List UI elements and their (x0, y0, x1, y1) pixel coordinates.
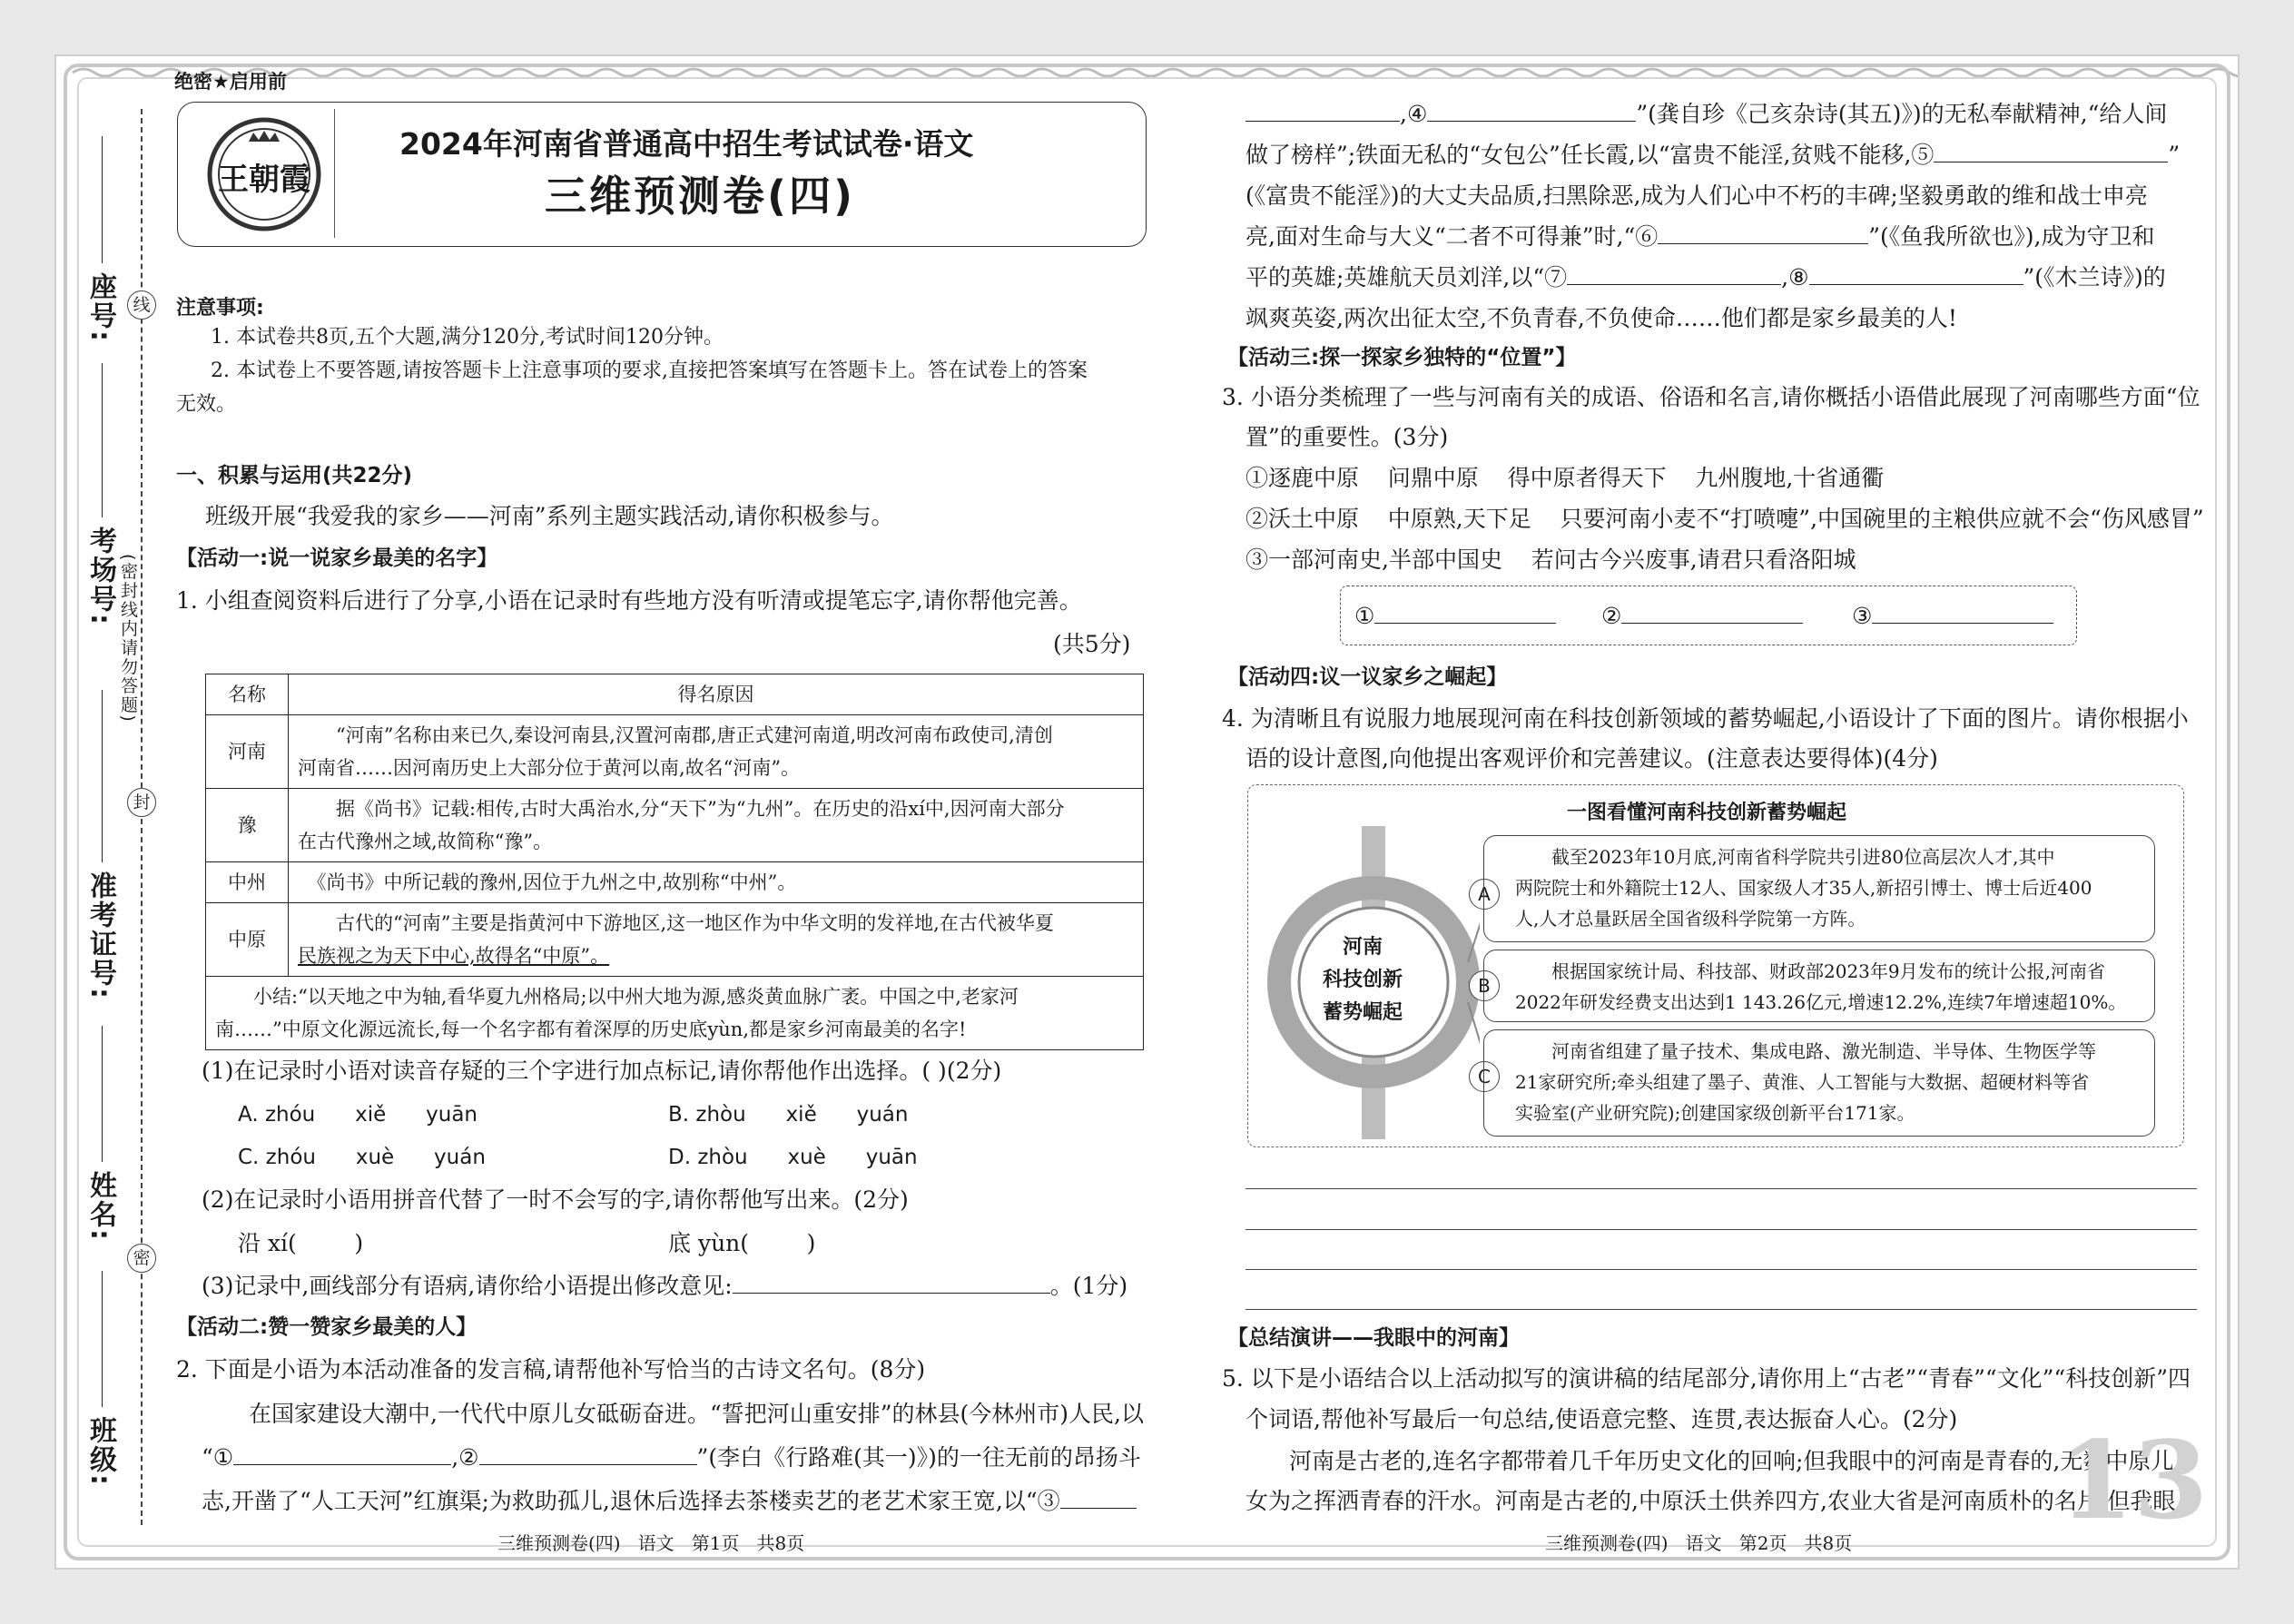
blank-8[interactable] (1809, 259, 2023, 285)
table-row (206, 715, 1144, 789)
option-d[interactable]: D. zhòu xuè yuān (668, 1146, 918, 1169)
table-summary (206, 977, 1144, 1050)
logo-text: 王朝霞 (218, 162, 310, 198)
info-box-a (1483, 835, 2155, 942)
blank-3[interactable] (1060, 1482, 1137, 1509)
row-2-line-a: 据《尚书》记载:相传,古时大禹治水,分“天下”为“九州”。在历史的沿xí中,因河南大部分 (336, 798, 1065, 820)
seal-note: (密封线内请勿答题) (116, 554, 141, 723)
question-5-line-b: 个词语,帮他补写最后一句总结,使语意完整、连贯,表达振奋人心。(2分) (1245, 1406, 1958, 1432)
option-a[interactable]: A. zhóu xiě yuān (238, 1103, 478, 1127)
footer-left: 三维预测卷(四) 语文 第1页 共8页 (497, 1532, 805, 1554)
question-4-line-a: 4. 为清晰且有说服力地展现河南在科技创新领域的蓄势崛起,小语设计了下面的图片。请你根据小 (1222, 705, 2189, 732)
phrases-item-3: ③一部河南史,半部中国史 若问古今兴废事,请君只看洛阳城 (1245, 546, 1856, 573)
speech-end-line-1: 河南是古老的,连名字都带着几千年历史文化的回响;但我眼中的河南是青春的,无数中原儿 (1289, 1448, 2174, 1474)
speech-cont-line-2-tail: ” (2168, 142, 2181, 168)
question-1-3-text: (3)记录中,画线部分有语病,请你给小语提出修改意见: (202, 1273, 733, 1299)
table-cell-reason: 《尚书》中所记载的豫州,因位于九州之中,故别称“中州”。 (289, 862, 1144, 903)
marker-a: A (1469, 879, 1500, 910)
class-field[interactable] (102, 1271, 103, 1407)
q3-answer-3-label: ③ (1852, 603, 1873, 629)
ring-center-line-2: 科技创新 (1323, 969, 1403, 991)
answer-xi[interactable]: 沿 xí( ) (238, 1230, 364, 1256)
speech-line-2-tail: ”(李白《行路难(其一)》)的一往无前的昂扬斗 (696, 1444, 1141, 1471)
seat-field[interactable] (102, 136, 103, 263)
answer-line-4[interactable] (1245, 1309, 2197, 1310)
speech-line-1: 在国家建设大潮中,一代代中原儿女砥砺奋进。“誓把河山重安排”的林县(今林州市)人民,以 (249, 1401, 1144, 1427)
row-1-line-b: 河南省……因河南历史上大部分位于黄河以南,故名“河南”。 (298, 757, 801, 779)
marker-b: B (1469, 970, 1500, 1001)
question-1-3-end: 。(1分) (1049, 1273, 1128, 1299)
blank-label-2: ,② (451, 1444, 479, 1471)
question-1-2: (2)在记录时小语用拼音代替了一时不会写的字,请你帮他写出来。(2分) (202, 1186, 909, 1213)
phrases-item-2: ②沃土中原 中原熟,天下足 只要河南小麦不“打喷嚏”,中国碗里的主粮供应就不会“伤风感冒” (1245, 506, 2204, 532)
speech-end-line-2: 女为之挥洒青春的汗水。河南是古老的,中原沃土供养四方,农业大省是河南质朴的名片;但我眼 (1245, 1488, 2176, 1514)
row-4-line-a: 古代的“河南”主要是指黄河中下游地区,这一地区作为中华文明的发祥地,在古代被华夏 (336, 912, 1054, 934)
summary-line-b: 南……”中原文化源远流长,每一个名字都有着深厚的历史底yùn,都是家乡河南最美的名字! (215, 1019, 967, 1040)
exam-room-label: 考场号: (84, 527, 116, 626)
question-5-line-a: 5. 以下是小语结合以上活动拟写的演讲稿的结尾部分,请你用上“古老”“青春”“文化”“科技创新”四 (1222, 1365, 2191, 1392)
speech-cont-line-5-text: 平的英雄;英雄航天员刘洋,以“⑦ (1245, 264, 1568, 290)
speech-cont-line-1-tail: ”(龚自珍《己亥杂诗(其五)》)的无私奉献精神,“给人间 (1636, 101, 2168, 127)
speech-cont-line-2 (1245, 135, 2180, 175)
row-2-line-b: 在古代豫州之域,故简称“豫”。 (298, 831, 553, 852)
answer-line-2[interactable] (1245, 1229, 2197, 1230)
activity-3-title: 【活动三:探一探家乡独特的“位置”】 (1227, 346, 1577, 369)
table-row (206, 862, 1144, 903)
info-b-line-2: 2022年研发经费支出达到1 143.26亿元,增速12.2%,连续7年增速超10%。 (1515, 991, 2127, 1013)
notice-item-1: 1. 本试卷共8页,五个大题,满分120分,考试时间120分钟。 (211, 326, 724, 349)
phrases-item-1: ①逐鹿中原 问鼎中原 得中原者得天下 九州腹地,十省通衢 (1245, 465, 1885, 491)
section-1-title: 一、积累与运用(共22分) (176, 464, 413, 487)
info-c-line-2: 21家研究所;牵头组建了墨子、黄淮、人工智能与大数据、超硬材料等省 (1515, 1071, 2090, 1093)
exam-title: 2024年河南省普通高中招生考试试卷·语文 (399, 126, 974, 162)
speech-line-3 (202, 1481, 1137, 1521)
q3-answer-1 (1354, 596, 1556, 636)
name-label: 姓名: (84, 1171, 116, 1242)
table-header-name: 名称 (206, 674, 289, 715)
question-2: 2. 下面是小语为本活动准备的发言稿,请帮他补写恰当的古诗文名句。(8分) (176, 1356, 926, 1383)
activity-2-title: 【活动二:赞一赞家乡最美的人】 (176, 1315, 478, 1339)
speech-line-2 (202, 1438, 1141, 1478)
question-1-3 (202, 1266, 1127, 1306)
q3-blank-2[interactable] (1621, 597, 1803, 624)
name-origin-table (205, 674, 1144, 1050)
seal-mark-seal: 封 (127, 788, 156, 817)
notice-item-2b: 无效。 (176, 393, 237, 416)
speech-cont-line-2-text: 做了榜样”;铁面无私的“女包公”任长霞,以“富贵不能淫,贫贱不能移,⑤ (1245, 142, 1935, 168)
summary-title: 【总结演讲——我眼中的河南】 (1227, 1326, 1520, 1350)
notice-item-2a: 2. 本试卷上不要答题,请按答题卡上注意事项的要求,直接把答案填写在答题卡上。答在试卷上的答案 (211, 359, 1088, 382)
speech-cont-line-1 (1245, 94, 2167, 134)
blank-label-1: “① (202, 1444, 234, 1471)
table-cell-reason (289, 715, 1144, 789)
ticket-number-label: 准考证号: (84, 871, 116, 1000)
speech-cont-line-5-tail: ”(《木兰诗》)的 (2023, 264, 2166, 290)
table-cell-reason (289, 903, 1144, 977)
exam-subtitle: 三维预测卷(四) (545, 172, 856, 221)
seal-mark-line: 线 (127, 290, 156, 320)
blank-label-8: ,⑧ (1781, 264, 1809, 290)
table-row (206, 789, 1144, 862)
page-stamp: 13 (2059, 1417, 2209, 1543)
section-1-intro: 班级开展“我爱我的家乡——河南”系列主题实践活动,请你积极参与。 (205, 503, 894, 529)
question-1: 1. 小组查阅资料后进行了分享,小语在记录时有些地方没有听清或提笔忘字,请你帮他完善。 (176, 587, 1082, 614)
seal-mark-secret: 密 (127, 1244, 156, 1273)
question-1-score: (共5分) (1053, 631, 1131, 657)
speech-cont-line-4 (1245, 217, 2155, 257)
speech-cont-line-3: (《富贵不能淫》)的大丈夫品质,扫黑除恶,成为人们心中不朽的丰碑;坚毅勇敢的维和战士申亮 (1245, 182, 2148, 209)
table-cell-name: 豫 (206, 789, 289, 862)
marker-c: C (1469, 1061, 1500, 1092)
summary-line-a: 小结:“以天地之中为轴,看华夏九州格局;以中州大地为源,感炎黄血脉广袤。中国之中,老家河 (253, 986, 1019, 1008)
table-cell-name: 中州 (206, 862, 289, 903)
info-c-line-3: 实验室(产业研究院);创建国家级创新平台171家。 (1515, 1102, 1915, 1124)
speech-line-3-text: 志,开凿了“人工天河”红旗渠;为救助孤儿,退休后选择去茶楼卖艺的老艺术家王宽,以“③ (202, 1488, 1060, 1514)
footer-right: 三维预测卷(四) 语文 第2页 共8页 (1545, 1532, 1853, 1554)
info-box-b (1483, 950, 2155, 1022)
notice-title: 注意事项: (176, 297, 264, 320)
info-b-line-1: 根据国家统计局、科技部、财政部2023年9月发布的统计公报,河南省 (1551, 960, 2105, 982)
answer-blank-1-3[interactable] (733, 1267, 1050, 1294)
q3-answer-3 (1852, 596, 2053, 636)
option-b[interactable]: B. zhòu xiě yuán (668, 1103, 909, 1127)
row-4-line-b: 民族视之为天下中心,故得名“中原”。 (298, 945, 610, 967)
table-cell-name: 中原 (206, 903, 289, 977)
seat-label: 座号: (84, 272, 116, 343)
answer-line-1[interactable] (1245, 1188, 2197, 1189)
q3-blank-3[interactable] (1872, 597, 2053, 624)
speech-cont-line-4-text: 亮,面对生命与大义“二者不可得兼”时,“⑥ (1245, 223, 1659, 250)
q3-answer-1-label: ① (1354, 603, 1375, 629)
question-4-line-b: 语的设计意图,向他提出客观评价和完善建议。(注意表达要得体)(4分) (1245, 745, 1938, 772)
ring-center-line-1: 河南 (1343, 936, 1383, 959)
answer-line-3[interactable] (1245, 1269, 2197, 1270)
question-3-line-a: 3. 小语分类梳理了一些与河南有关的成语、俗语和名言,请你概括小语借此展现了河南哪些方面“位 (1222, 384, 2200, 410)
blank-4[interactable] (1427, 95, 1636, 122)
info-box-c (1483, 1029, 2155, 1137)
answer-yun[interactable]: 底 yùn( ) (668, 1230, 816, 1256)
info-a-line-3: 人,人才总量跃居全国省级科学院第一方阵。 (1515, 908, 1866, 930)
info-a-line-2: 两院院士和外籍院士12人、国家级人才35人,新招引博士、博士后近400 (1515, 877, 2092, 899)
blank-3-cont[interactable] (1245, 95, 1400, 122)
blank-6[interactable] (1658, 218, 1868, 244)
table-cell-name: 河南 (206, 715, 289, 789)
q3-answer-2 (1601, 596, 1803, 636)
blank-label-4: ,④ (1400, 101, 1428, 127)
activity-1-title: 【活动一:说一说家乡最美的名字】 (176, 546, 498, 570)
info-a-line-1: 截至2023年10月底,河南省科学院共引进80位高层次人才,其中 (1551, 846, 2055, 868)
activity-4-title: 【活动四:议一议家乡之崛起】 (1227, 665, 1508, 689)
row-1-line-a: “河南”名称由来已久,秦设河南县,汉置河南郡,唐正式建河南道,明改河南布政使司,清创 (336, 724, 1053, 746)
ring-center-line-3: 蓄势崛起 (1323, 1001, 1403, 1024)
confidential-label: 绝密★启用前 (174, 71, 287, 93)
infographic-title: 一图看懂河南科技创新蓄势崛起 (1567, 802, 1847, 824)
table-cell-reason (289, 789, 1144, 862)
info-c-line-1: 河南省组建了量子技术、集成电路、激光制造、半导体、生物医学等 (1551, 1040, 2096, 1062)
table-row (206, 903, 1144, 977)
q3-answer-2-label: ② (1601, 603, 1622, 629)
speech-cont-line-4-tail: ”(《鱼我所欲也》),成为守卫和 (1868, 223, 2155, 250)
class-label: 班级: (84, 1416, 116, 1487)
blank-2[interactable] (479, 1439, 697, 1465)
table-header-reason: 得名原因 (289, 674, 1144, 715)
question-1-1: (1)在记录时小语对读音存疑的三个字进行加点标记,请你帮他作出选择。( )(2分) (202, 1058, 1002, 1084)
option-c[interactable]: C. zhóu xuè yuán (238, 1146, 486, 1169)
table-summary-row (206, 977, 1144, 1050)
blank-1[interactable] (233, 1439, 451, 1465)
speech-cont-line-6: 飒爽英姿,两次出征太空,不负青春,不负使命……他们都是家乡最美的人! (1245, 305, 1957, 331)
question-3-line-b: 置”的重要性。(3分) (1245, 424, 1449, 450)
name-field[interactable] (102, 1026, 103, 1162)
blank-5[interactable] (1934, 136, 2168, 162)
binding-line (141, 109, 143, 1525)
ticket-number-field[interactable] (102, 690, 103, 862)
speech-cont-line-5 (1245, 258, 2166, 298)
blank-7[interactable] (1567, 259, 1781, 285)
q3-blank-1[interactable] (1374, 597, 1556, 624)
exam-room-field[interactable] (102, 363, 103, 517)
